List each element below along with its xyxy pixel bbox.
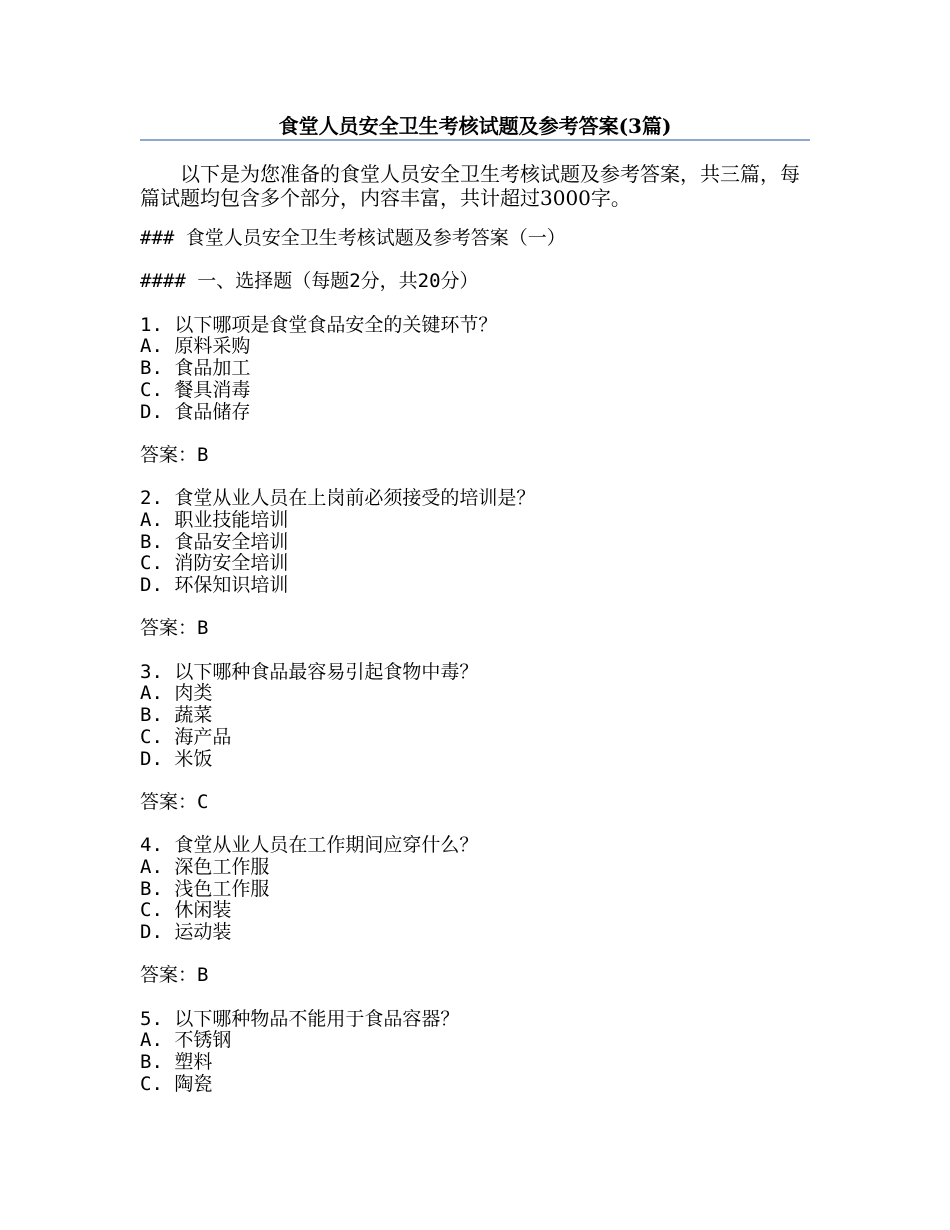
title-underline [140, 139, 810, 141]
document-body [140, 228, 810, 1096]
question-block [140, 1009, 810, 1096]
option-d: D. 食品储存 [140, 400, 251, 423]
question-text: 2. 食堂从业人员在上岗前必须接受的培训是？ [140, 487, 536, 510]
answer-text: 答案：B [140, 443, 209, 466]
question-block [140, 835, 810, 1009]
option-a: A. 深色工作服 [140, 855, 270, 878]
question-block [140, 662, 810, 836]
question-block [140, 488, 810, 662]
subsection-heading: #### 一、选择题（每题2分，共20分） [140, 270, 479, 293]
option-d: D. 环保知识培训 [140, 574, 289, 596]
question-text: 1. 以下哪项是食堂食品安全的关键环节？ [140, 313, 498, 336]
option-d: D. 运动装 [140, 921, 232, 943]
answer-text: 答案：B [140, 617, 209, 640]
answer-text: 答案：B [140, 964, 209, 987]
option-b: B. 食品加工 [140, 357, 251, 380]
option-c: C. 餐具消毒 [140, 378, 251, 401]
question-text: 5. 以下哪种物品不能用于食品容器？ [140, 1007, 460, 1030]
section-heading: ### 食堂人员安全卫生考核试题及参考答案（一） [140, 227, 566, 249]
option-d: D. 米饭 [140, 747, 213, 770]
option-a: A. 职业技能培训 [140, 508, 289, 531]
question-text: 3. 以下哪种食品最容易引起食物中毒？ [140, 660, 479, 683]
option-a: A. 肉类 [140, 682, 213, 705]
intro-paragraph: 以下是为您准备的食堂人员安全卫生考核试题及参考答案，共三篇，每篇试题均包含多个部分，内容丰富，共计超过3000字。 [140, 162, 800, 210]
option-b: B. 塑料 [140, 1051, 213, 1074]
document-title: 食堂人员安全卫生考核试题及参考答案(3篇) [278, 114, 672, 138]
question-text: 4. 食堂从业人员在工作期间应穿什么？ [140, 834, 479, 857]
option-c: C. 海产品 [140, 725, 232, 748]
option-c: C. 消防安全培训 [140, 552, 289, 575]
option-c: C. 陶瓷 [140, 1072, 213, 1095]
option-b: B. 浅色工作服 [140, 877, 270, 900]
answer-text: 答案：C [140, 790, 209, 813]
option-c: C. 休闲装 [140, 899, 232, 922]
question-block [140, 315, 810, 489]
option-a: A. 原料采购 [140, 335, 251, 358]
option-a: A. 不锈钢 [140, 1029, 232, 1052]
option-b: B. 食品安全培训 [140, 530, 289, 553]
option-b: B. 蔬菜 [140, 704, 213, 727]
